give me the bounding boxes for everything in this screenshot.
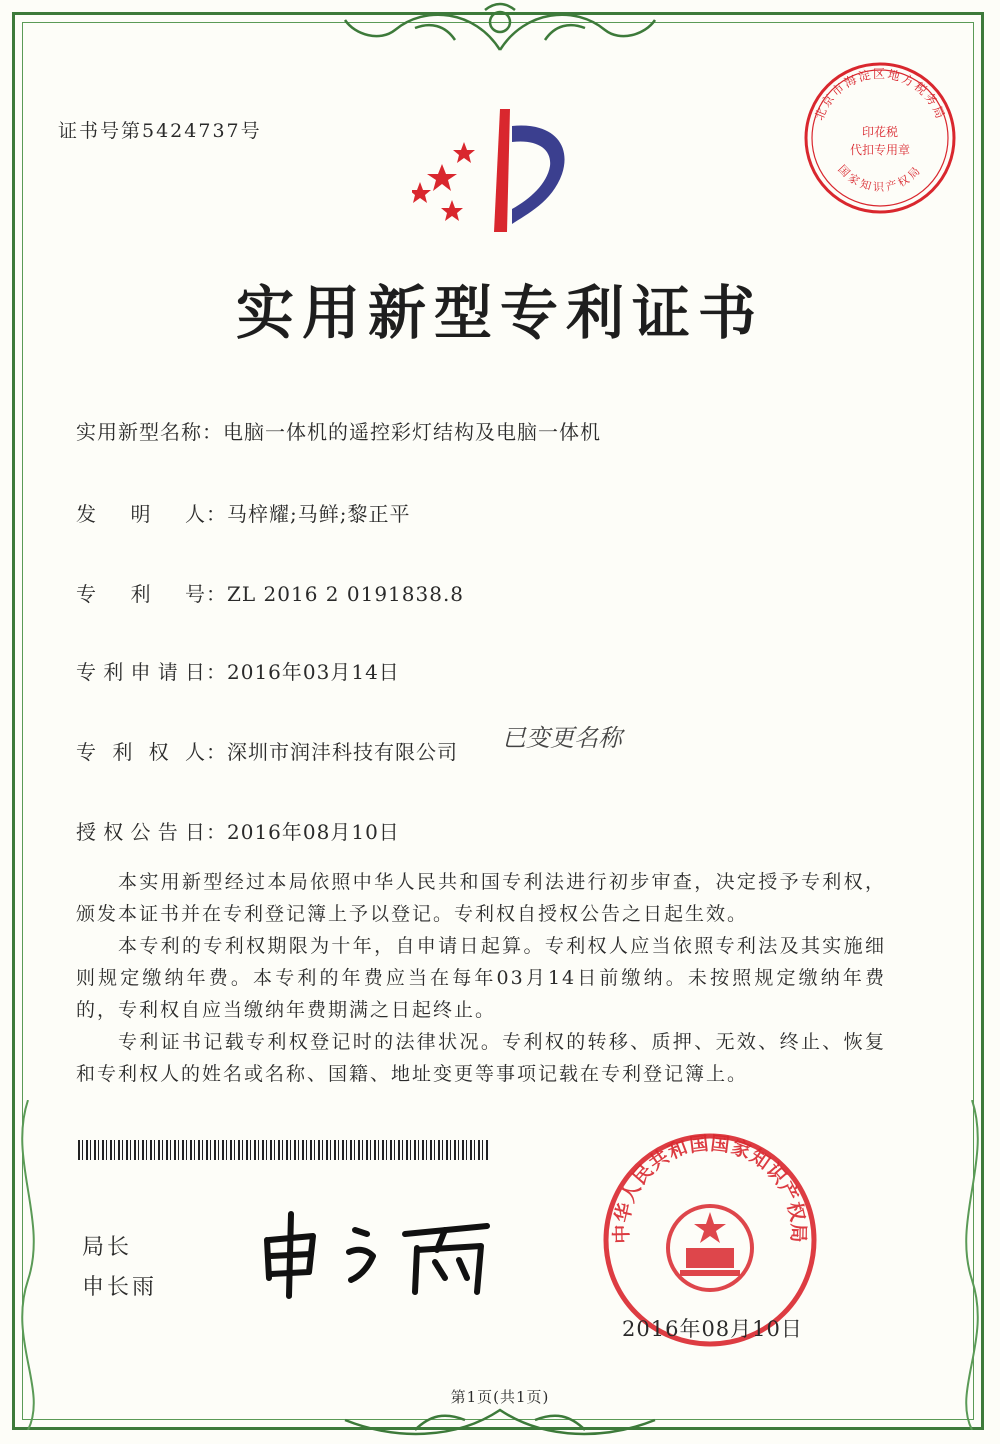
handwritten-note [498,712,668,758]
left-vine-ornament [8,1100,48,1430]
field-value: 2016年03月14日 [227,660,400,684]
seal-date: 2016年08月10日 [622,1317,803,1341]
field-patentee: 专利权人：深圳市润沣科技有限公司 [76,736,458,765]
page-number: 第1页(共1页) [450,1388,550,1406]
field-utility-model-name: 实用新型名称：电脑一体机的遥控彩灯结构及电脑一体机 [76,420,601,444]
svg-text:国家知识产权局 [835,163,924,194]
field-value: 2016年08月10日 [227,820,400,844]
certificate-number: 证书号第5424737号 [58,120,262,142]
field-label: 授权公告日 [76,820,206,844]
stamp-bottom-text: 国家知识产权局 [835,162,925,194]
right-vine-ornament [952,1100,992,1430]
handwritten-note-text: 已变更名称 [502,724,622,752]
field-label: 发明人 [76,502,206,526]
field-filing-date: 专利申请日：2016年03月14日 [76,656,400,685]
barcode [78,1140,490,1160]
field-label: 专利申请日 [76,660,206,684]
field-value: ZL 2016 2 0191838.8 [227,582,465,606]
top-ornament [335,0,665,60]
field-patent-number: 专利号：ZL 2016 2 0191838.8 [76,578,464,607]
stamp-center-line1: 印花税 [861,125,899,139]
body-paragraph-1: 本实用新型经过本局依照中华人民共和国专利法进行初步审查，决定授予专利权，颁发本证书并在专利登记簿上予以登记。专利权自授权公告之日起生效。 [76,871,886,925]
body-paragraph-2: 本专利的专利权期限为十年，自申请日起算。专利权人应当依照专利法及其实施细则规定缴纳年费。本专利的年费应当在每年03月14日前缴纳。未按照规定缴纳年费的，专利权自应当缴纳年费期满之日起终止。 [76,935,886,1021]
svg-text:北京市海淀区地方税务局 [812,66,948,122]
stamp-ring-text: 北京市海淀区地方税务局 [811,67,949,123]
director-name: 申长雨 [82,1275,158,1300]
certificate-body [76,866,886,1090]
certificate-title: 实用新型专利证书 [235,279,764,347]
field-label: 实用新型名称 [76,420,202,444]
field-label: 专利权人 [76,740,206,764]
director-title: 局长 [82,1235,133,1260]
field-label: 专利号 [76,582,206,606]
stamp-duty-seal [800,58,960,218]
field-inventor: 发明人：马梓耀;马鲜;黎正平 [76,498,410,527]
national-emblem-icon [668,1206,752,1290]
field-value: 马梓耀;马鲜;黎正平 [227,502,411,526]
director-signature [255,1200,495,1300]
body-paragraph-3: 专利证书记载专利权登记时的法律状况。专利权的转移、质押、无效、终止、恢复和专利权人的姓名或名称、国籍、地址变更等事项记载在专利登记簿上。 [76,1031,886,1085]
patent-office-logo [412,104,602,234]
field-value: 深圳市润沣科技有限公司 [227,740,458,764]
field-value: 电脑一体机的遥控彩灯结构及电脑一体机 [223,420,601,444]
field-grant-date: 授权公告日：2016年08月10日 [76,816,400,845]
seal-ring-text: 中华人民共和国国家知识产权局 [610,1132,810,1244]
stamp-center-line2: 代扣专用章 [849,143,911,157]
